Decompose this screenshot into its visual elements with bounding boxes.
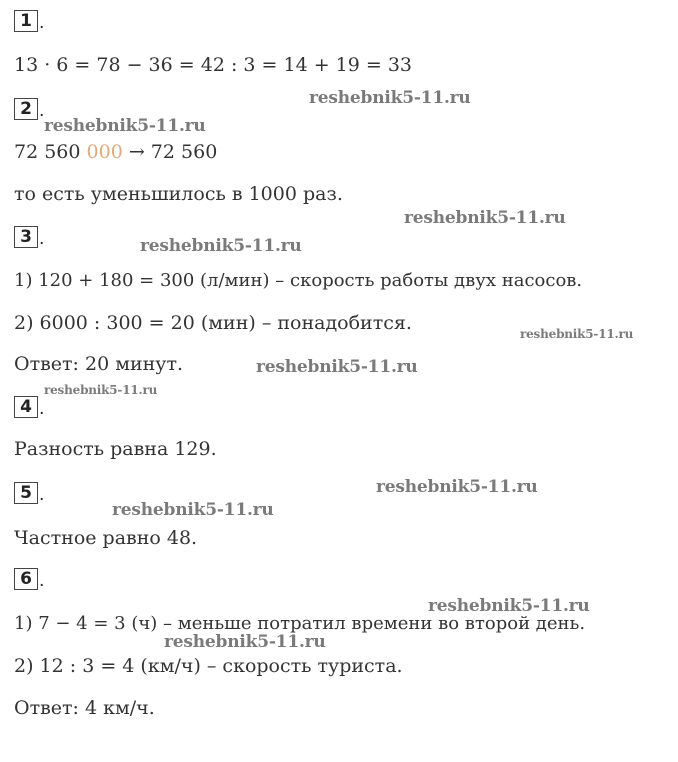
watermark: reshebnik5-11.ru (376, 477, 538, 497)
task-number-box: 2 (14, 98, 38, 120)
task-number-box: 5 (14, 482, 38, 504)
watermark: reshebnik5-11.ru (404, 208, 566, 228)
task-number-box: 4 (14, 396, 38, 418)
highlighted-zeros: 000 (86, 141, 123, 163)
task-number-1: 1 . (14, 10, 44, 32)
number-before: 72 560 (14, 141, 87, 163)
task-6-line-1: 1) 7 − 4 = 3 (ч) – меньше потратил времени во второй день. (14, 613, 586, 634)
watermark: reshebnik5-11.ru (140, 236, 302, 256)
task-number-5: 5 . (14, 482, 44, 504)
task-6-answer: Ответ: 4 км/ч. (14, 697, 155, 719)
task-number-2: 2 . (14, 98, 44, 120)
task-6-line-2: 2) 12 : 3 = 4 (км/ч) – скорость туриста. (14, 655, 403, 677)
watermark: reshebnik5-11.ru (520, 327, 634, 341)
task-3-line-2: 2) 6000 : 300 = 20 (мин) – понадобится. (14, 312, 412, 334)
watermark: reshebnik5-11.ru (112, 500, 274, 520)
watermark: reshebnik5-11.ru (44, 116, 206, 136)
task-2-line-1 (14, 140, 217, 164)
watermark: reshebnik5-11.ru (44, 383, 158, 397)
task-number-box: 6 (14, 568, 38, 590)
number-after: → 72 560 (122, 141, 218, 163)
task-3-answer: Ответ: 20 минут. (14, 353, 184, 375)
task-5-line-1: Частное равно 48. (14, 527, 198, 549)
watermark: reshebnik5-11.ru (164, 632, 326, 652)
task-1-line-1: 13 · 6 = 78 − 36 = 42 : 3 = 14 + 19 = 33 (14, 54, 413, 76)
task-2-line-2: то есть уменьшилось в 1000 раз. (14, 183, 343, 205)
watermark: reshebnik5-11.ru (256, 357, 418, 377)
watermark: reshebnik5-11.ru (309, 88, 471, 108)
task-number-4: 4 . (14, 396, 44, 418)
task-4-line-1: Разность равна 129. (14, 438, 217, 460)
task-number-6: 6 . (14, 568, 44, 590)
task-3-line-1: 1) 120 + 180 = 300 (л/мин) – скорость работы двух насосов. (14, 270, 583, 291)
task-number-box: 3 (14, 226, 38, 248)
watermark: reshebnik5-11.ru (428, 596, 590, 616)
task-number-box: 1 (14, 10, 38, 32)
task-number-3: 3 . (14, 226, 44, 248)
